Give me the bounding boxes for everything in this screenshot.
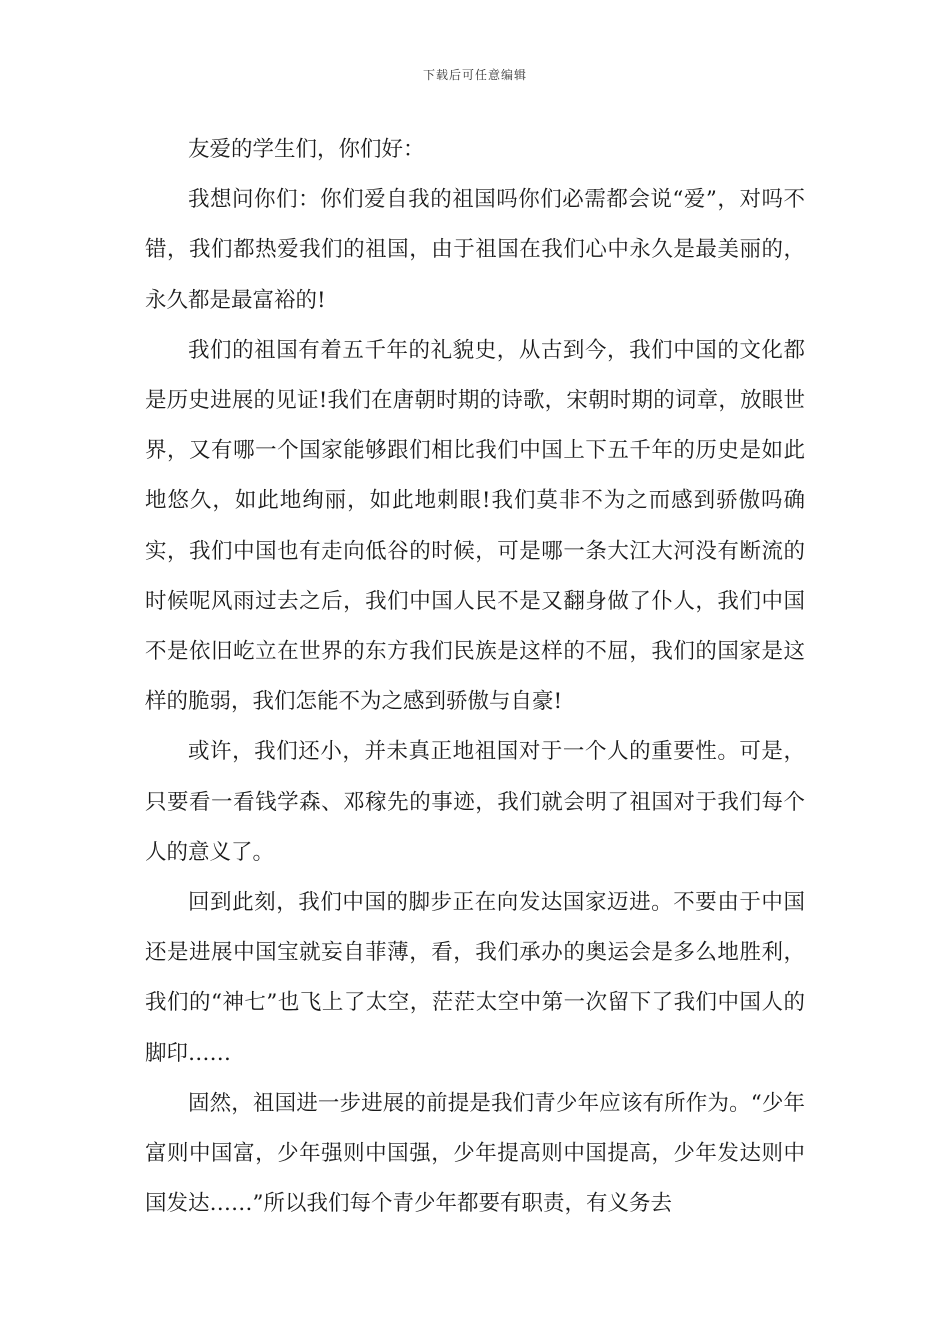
page-header: 下载后可任意编辑 (422, 68, 527, 82)
paragraph-history: 我们的祖国有着五千年的礼貌史，从古到今，我们中国的文化都是历史进展的见证!我们在唐朝时期的诗歌，宋朝时期的词章，放眼世界，又有哪一个国家能够跟们相比我们中国上下五千年的历史是如此地悠久，如此地绚丽，如此地刺眼!我们莫非不为之而感到骄傲吗确实，我们中国也有走向低谷的时候，可是哪一条大江大河没有断流的时候呢风雨过去之后，我们中国人民不是又翻身做了仆人，我们中国不是依旧屹立在世界的东方我们民族是这样的不屈，我们的国家是这样的脆弱，我们怎能不为之感到骄傲与自豪! (145, 337, 805, 715)
paragraph-present: 回到此刻，我们中国的脚步正在向发达国家迈进。不要由于中国还是进展中国宝就妄自菲薄，看，我们承办的奥运会是多么地胜利，我们的“神七”也飞上了太空，茫茫太空中第一次留下了我们中国人的脚印…… (145, 890, 805, 1066)
paragraph-importance: 或许，我们还小，并未真正地祖国对于一个人的重要性。可是，只要看一看钱学森、邓稼先的事迹，我们就会明了祖国对于我们每个人的意义了。 (145, 739, 805, 865)
paragraph-youth: 固然，祖国进一步进展的前提是我们青少年应该有所作为。“少年富则中国富，少年强则中国强，少年提高则中国提高，少年发达则中国发达……”所以我们每个青少年都要有职责，有义务去 (145, 1090, 805, 1217)
document-body (145, 125, 805, 1229)
paragraph-greeting: 友爱的学生们，你们好： (188, 137, 425, 162)
paragraph-question: 我想问你们：你们爱自我的祖国吗你们必需都会说“爱”，对吗不错，我们都热爱我们的祖国，由于祖国在我们心中永久是最美丽的，永久都是最富裕的! (145, 187, 805, 313)
